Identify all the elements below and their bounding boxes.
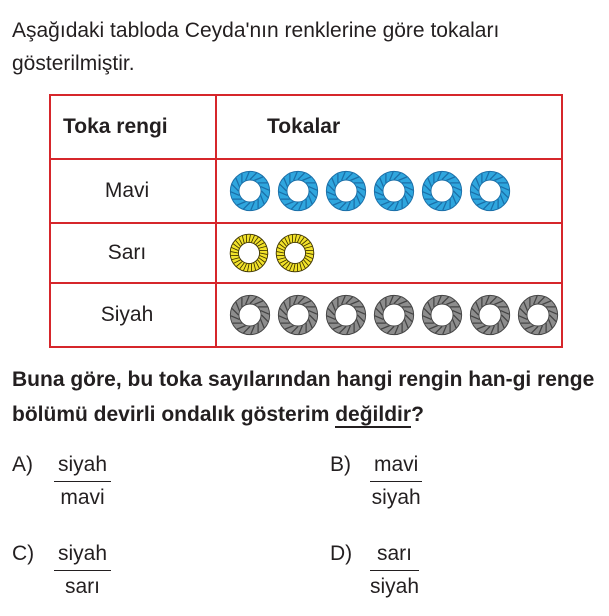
option-a-fraction — [54, 453, 111, 510]
question-emphasis: değildir — [335, 403, 412, 426]
option-c[interactable] — [12, 542, 162, 606]
row-label-black: Siyah — [50, 283, 216, 347]
hair-clip-icon — [371, 168, 417, 214]
option-b-denominator: siyah — [371, 486, 421, 509]
hair-clip-icon — [275, 168, 321, 214]
row-clips-yellow — [216, 223, 562, 284]
option-a[interactable] — [12, 453, 162, 517]
question-text: Buna göre, bu toka sayılarından hangi rengin han-gi renge bölümü devirli ondalık gösterim değildir? — [12, 368, 595, 426]
hair-clip-icon — [371, 292, 417, 338]
row-label-yellow: Sarı — [50, 223, 216, 284]
hair-clip-icon — [515, 292, 561, 338]
option-b-fraction — [370, 453, 422, 510]
hair-clip-group — [217, 292, 561, 338]
table-header-row — [50, 95, 562, 159]
option-b[interactable] — [330, 453, 480, 517]
option-a-letter: A) — [12, 453, 33, 476]
hair-clip-icon — [323, 292, 369, 338]
header-items: Tokalar — [216, 95, 562, 159]
option-d-fraction — [370, 542, 419, 599]
hair-clip-icon — [227, 292, 273, 338]
header-color: Toka rengi — [50, 95, 216, 159]
option-d-denominator: siyah — [370, 575, 420, 598]
option-a-numerator: siyah — [54, 453, 111, 482]
option-a-denominator: mavi — [60, 486, 105, 509]
option-d-numerator: sarı — [370, 542, 419, 571]
hair-clip-icon — [273, 231, 317, 275]
hair-clip-icon — [227, 168, 273, 214]
row-label-blue: Mavi — [50, 159, 216, 223]
option-c-letter: C) — [12, 542, 35, 565]
option-c-fraction — [54, 542, 111, 599]
option-b-numerator: mavi — [370, 453, 422, 482]
row-clips-blue — [216, 159, 562, 223]
hair-clip-icon — [227, 231, 271, 275]
option-c-numerator: siyah — [54, 542, 111, 571]
hair-clip-icon — [467, 292, 513, 338]
table-row — [50, 283, 562, 347]
intro-text: Aşağıdaki tabloda Ceyda'nın renklerine göre tokaları gösterilmiştir. — [12, 19, 500, 75]
option-c-denominator: sarı — [65, 575, 101, 598]
table-row — [50, 159, 562, 223]
hair-clip-group — [217, 231, 561, 275]
hair-clip-icon — [467, 168, 513, 214]
hair-clip-group — [217, 168, 561, 214]
hair-clip-icon — [275, 292, 321, 338]
hair-clip-icon — [323, 168, 369, 214]
option-d[interactable] — [330, 542, 480, 606]
hair-clip-icon — [419, 168, 465, 214]
hair-clip-icon — [419, 292, 465, 338]
option-b-letter: B) — [330, 453, 351, 476]
table-row — [50, 223, 562, 284]
option-d-letter: D) — [330, 542, 353, 565]
row-clips-black — [216, 283, 562, 347]
hair-clip-table — [49, 94, 563, 348]
